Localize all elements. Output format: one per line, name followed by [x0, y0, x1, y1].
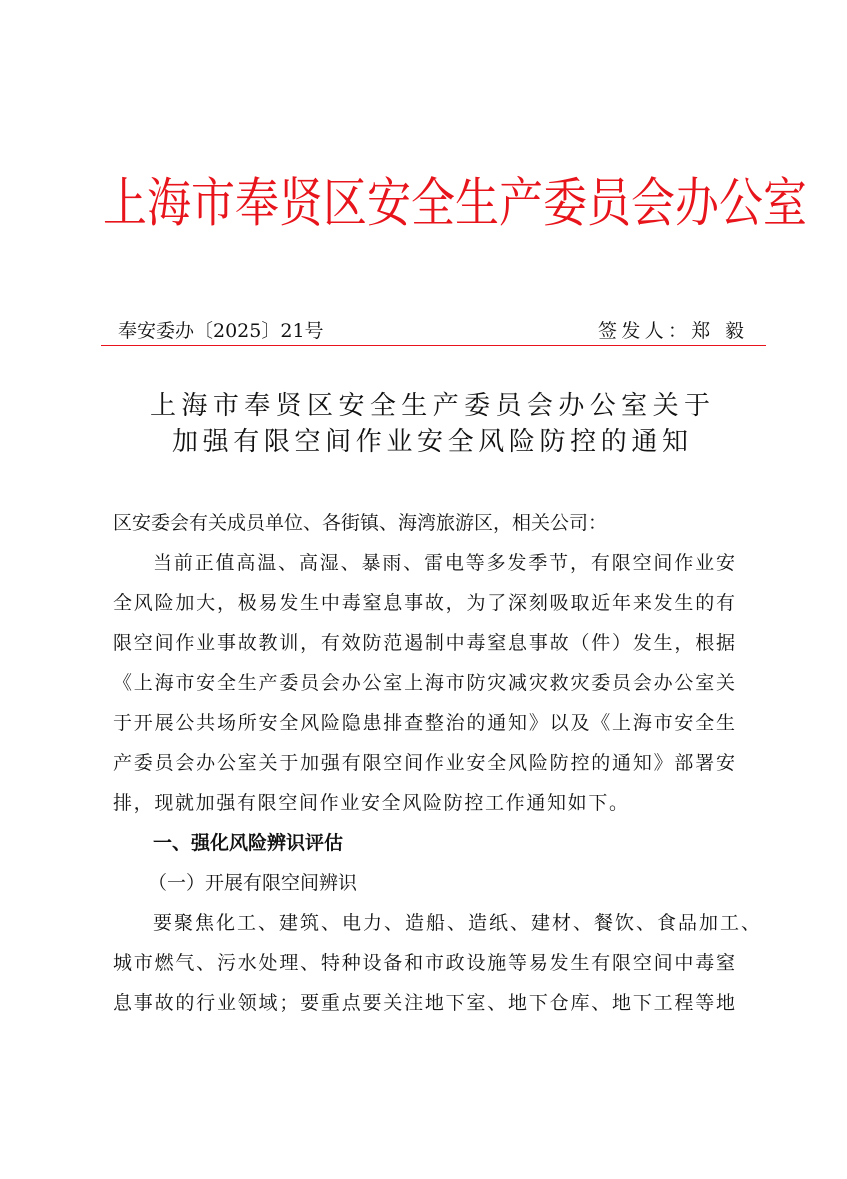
paragraph-line: 产委员会办公室关于加强有限空间作业安全风险防控的通知》部署安	[113, 752, 735, 774]
paragraph-line: 当前正值高温、高湿、暴雨、雷电等多发季节，有限空间作业安	[153, 552, 735, 574]
paragraph-line: 息事故的行业领域；要重点要关注地下室、地下仓库、地下工程等地	[113, 992, 735, 1014]
paragraph-line: 排，现就加强有限空间作业安全风险防控工作通知如下。	[113, 792, 628, 814]
paragraph-line: 《上海市安全生产委员会办公室上海市防灾减灾救灾委员会办公室关	[113, 672, 735, 694]
document-number: 奉安委办〔2025〕21号	[118, 320, 324, 342]
red-divider	[101, 345, 766, 346]
paragraph-line: 城市燃气、污水处理、特种设备和市政设施等易发生有限空间中毒窒	[113, 952, 735, 974]
signer: 签发人：郑 毅	[598, 320, 744, 342]
paragraph-line: 要聚焦化工、建筑、电力、造船、造纸、建材、餐饮、食品加工、	[153, 912, 760, 934]
document-title-line-1: 上海市奉贤区安全生产委员会办公室关于	[150, 391, 710, 421]
paragraph-line: 限空间作业事故教训，有效防范遏制中毒窒息事故（件）发生，根据	[113, 632, 735, 654]
paragraph-line: 全风险加大，极易发生中毒窒息事故，为了深刻吸取近年来发生的有	[113, 592, 735, 614]
document-title-line-2: 加强有限空间作业安全风险防控的通知	[172, 427, 688, 457]
paragraph-line: 于开展公共场所安全风险隐患排查整治的通知》以及《上海市安全生	[113, 712, 735, 734]
issuing-organization-header: 上海市奉贤区安全生产委员会办公室	[103, 172, 807, 234]
section-heading: 一、强化风险辨识评估	[153, 832, 344, 854]
subsection-heading: （一）开展有限空间辨识	[148, 872, 358, 894]
salutation: 区安委会有关成员单位、各街镇、海湾旅游区，相关公司：	[113, 512, 608, 534]
